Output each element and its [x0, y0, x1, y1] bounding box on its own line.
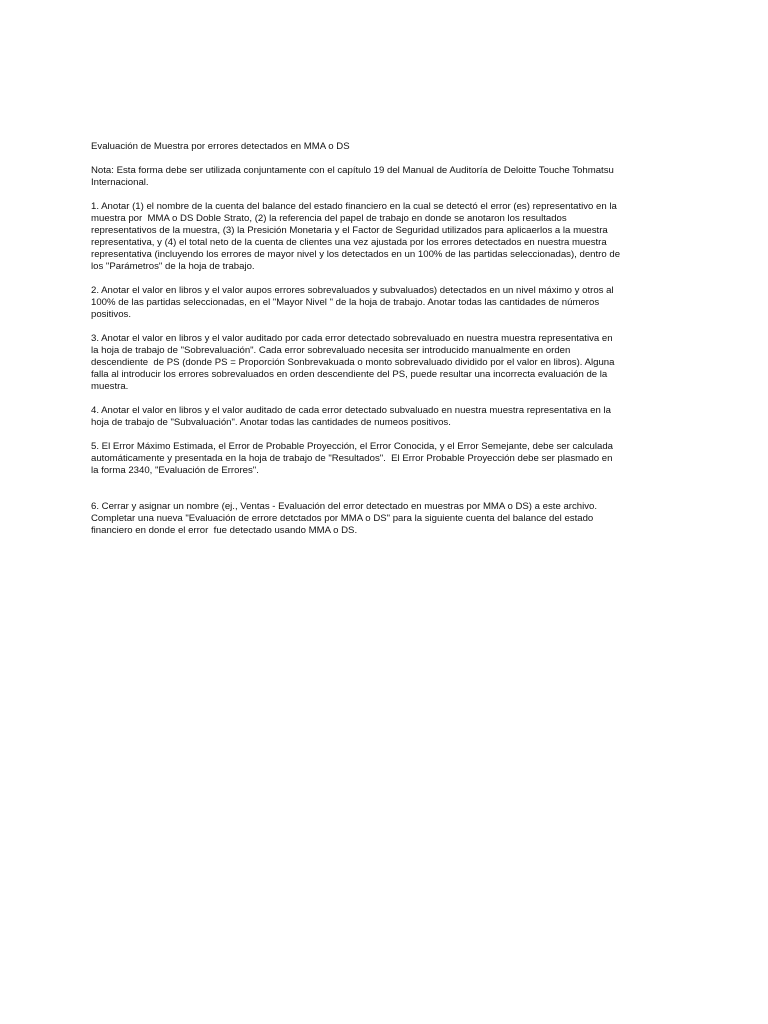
- instruction-item-2: 2. Anotar el valor en libros y el valor aupos errores sobrevaluados y subvaluados) detectados en un nivel máximo y otros al 100% de las partidas seleccionadas, en el "Mayor Nivel " de la hoja de trabajo. Anotar todas las cantidades de números positivos.: [91, 285, 614, 320]
- instruction-item-4: 4. Anotar el valor en libros y el valor auditado de cada error detectado subvaluado en nuestra muestra representativa en la hoja de trabajo de "Subvaluación". Anotar todas las cantidades de numeos positivos.: [91, 405, 611, 428]
- document-note: Nota: Esta forma debe ser utilizada conjuntamente con el capítulo 19 del Manual de Auditoría de Deloitte Touche Tohmatsu Internacional.: [91, 165, 614, 188]
- document-page: [91, 141, 673, 537]
- instruction-item-1: 1. Anotar (1) el nombre de la cuenta del balance del estado financiero en la cual se detectó el error (es) representativo en la muestra por MMA o DS Doble Strato, (2) la referencia del papel de trabajo en donde se anotaron los resultados representativos de la muestra, (3) la Presición Monetaria y el Factor de Seguridad utilizados para aplicaerlos a la muestra representativa, y (4) el total neto de la cuenta de clientes una vez ajustada por los errores detectados en nuestra muestra representativa (incluyendo los errores de mayor nivel y los detectados en un 100% de las partidas seleccionadas), dentro de los "Parámetros" de la hoja de trabajo.: [91, 201, 621, 272]
- document-title: Evaluación de Muestra por errores detectados en MMA o DS: [91, 141, 350, 152]
- instruction-item-5: 5. El Error Máximo Estimada, el Error de Probable Proyección, el Error Conocida, y el Error Semejante, debe ser calculada automáticamente y presentada en la hoja de trabajo de "Resultados". El Error Probable Proyección debe ser plasmado en la forma 2340, "Evaluación de Errores".: [91, 441, 614, 476]
- instruction-item-6: 6. Cerrar y asignar un nombre (ej., Ventas - Evaluación del error detectado en muestras por MMA o DS) a este archivo. Completar una nueva "Evaluación de errore detctados por MMA o DS" para la siguiente cuenta del balance del estado financiero en donde el error fue detectado usando MMA o DS.: [91, 501, 598, 536]
- instruction-item-3: 3. Anotar el valor en libros y el valor auditado por cada error detectado sobrevaluado en nuestra muestra representativa en la hoja de trabajo de "Sobrevaluación". Cada error sobrevaluado necesita ser introducido manualmente en orden descendiente de PS (donde PS = Proporción Sonbrevakuada o monto sobrevaluado dividido por el valor en libros). Alguna falla al introducir los errores sobrevaluados en orden descendiente del PS, puede resultar una incorrecta evaluación de la muestra.: [91, 333, 615, 392]
